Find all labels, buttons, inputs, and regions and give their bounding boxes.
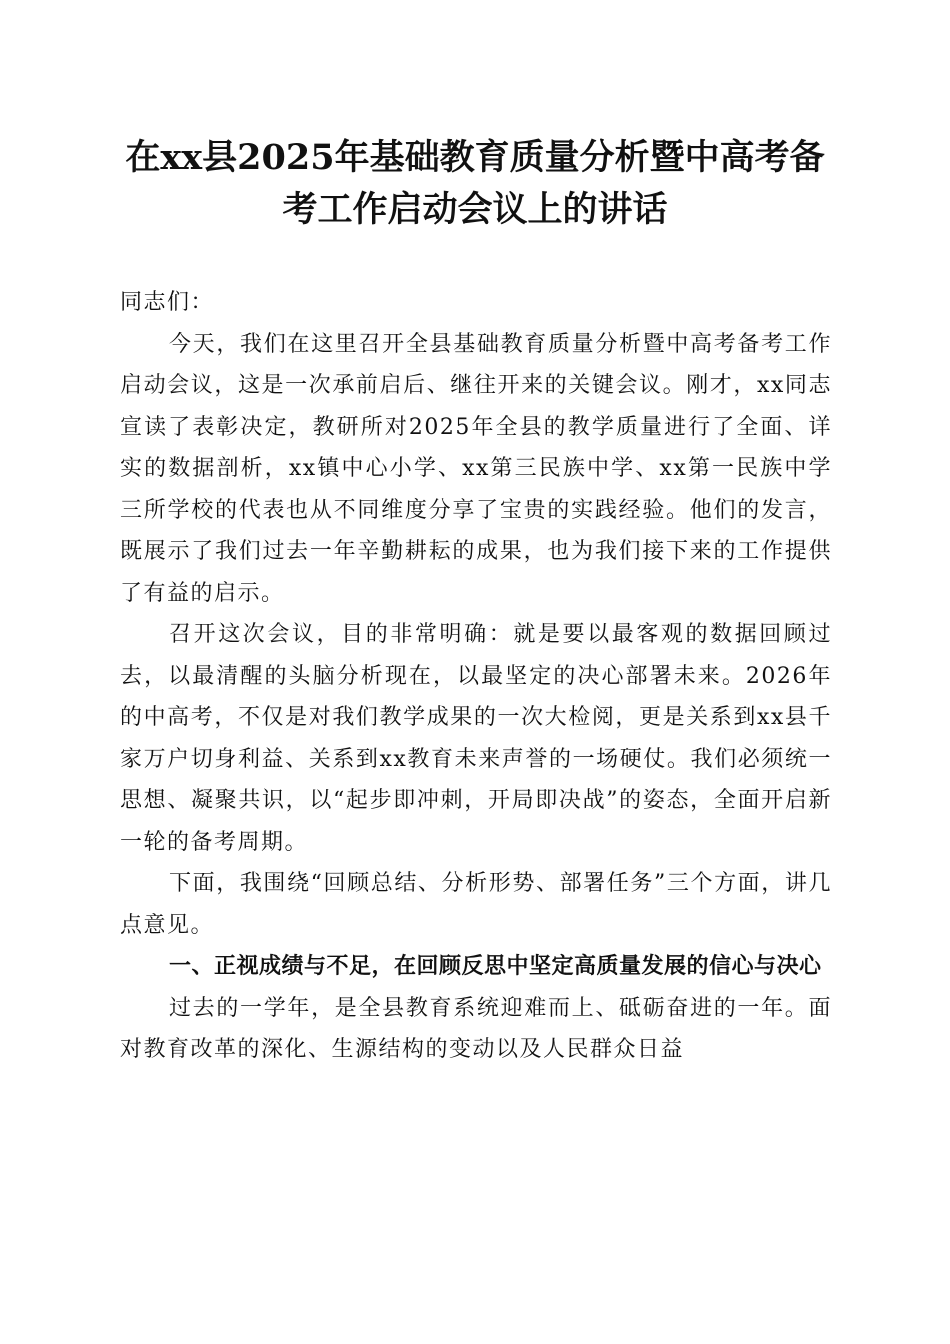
section-heading-1: 一、正视成绩与不足，在回顾反思中坚定高质量发展的信心与决心 — [169, 954, 822, 979]
paragraph-purpose: 召开这次会议，目的非常明确：就是要以最客观的数据回顾过去，以最清醒的头脑分析现在，以最坚定的决心部署未来。2026年的中高考，不仅是对我们教学成果的一次大检阅，更是关系到xx县千家万户切身利益、关系到xx教育未来声誉的一场硬仗。我们必须统一思想、凝聚共识，以“起步即冲刺，开局即决战”的姿态，全面开启新一轮的备考周期。 — [120, 622, 832, 855]
section-1-paragraph: 过去的一学年，是全县教育系统迎难而上、砥砺奋进的一年。面对教育改革的深化、生源结构的变动以及人民群众日益 — [120, 995, 832, 1062]
title-line-1: 在xx县2025年基础教育质量分析暨中高考备 — [125, 137, 825, 178]
title-line-2: 考工作启动会议上的讲话 — [282, 189, 668, 230]
paragraph-outline: 下面，我围绕“回顾总结、分析形势、部署任务”三个方面，讲几点意见。 — [120, 871, 832, 938]
document-body — [120, 282, 832, 1071]
salutation: 同志们： — [120, 290, 215, 315]
document-title — [110, 132, 840, 236]
paragraph-opening: 今天，我们在这里召开全县基础教育质量分析暨中高考备考工作启动会议，这是一次承前启后、继往开来的关键会议。刚才，xx同志宣读了表彰决定，教研所对2025年全县的教学质量进行了全面、详实的数据剖析，xx镇中心小学、xx第三民族中学、xx第一民族中学三所学校的代表也从不同维度分享了宝贵的实践经验。他们的发言，既展示了我们过去一年辛勤耕耘的成果，也为我们接下来的工作提供了有益的启示。 — [120, 331, 832, 606]
